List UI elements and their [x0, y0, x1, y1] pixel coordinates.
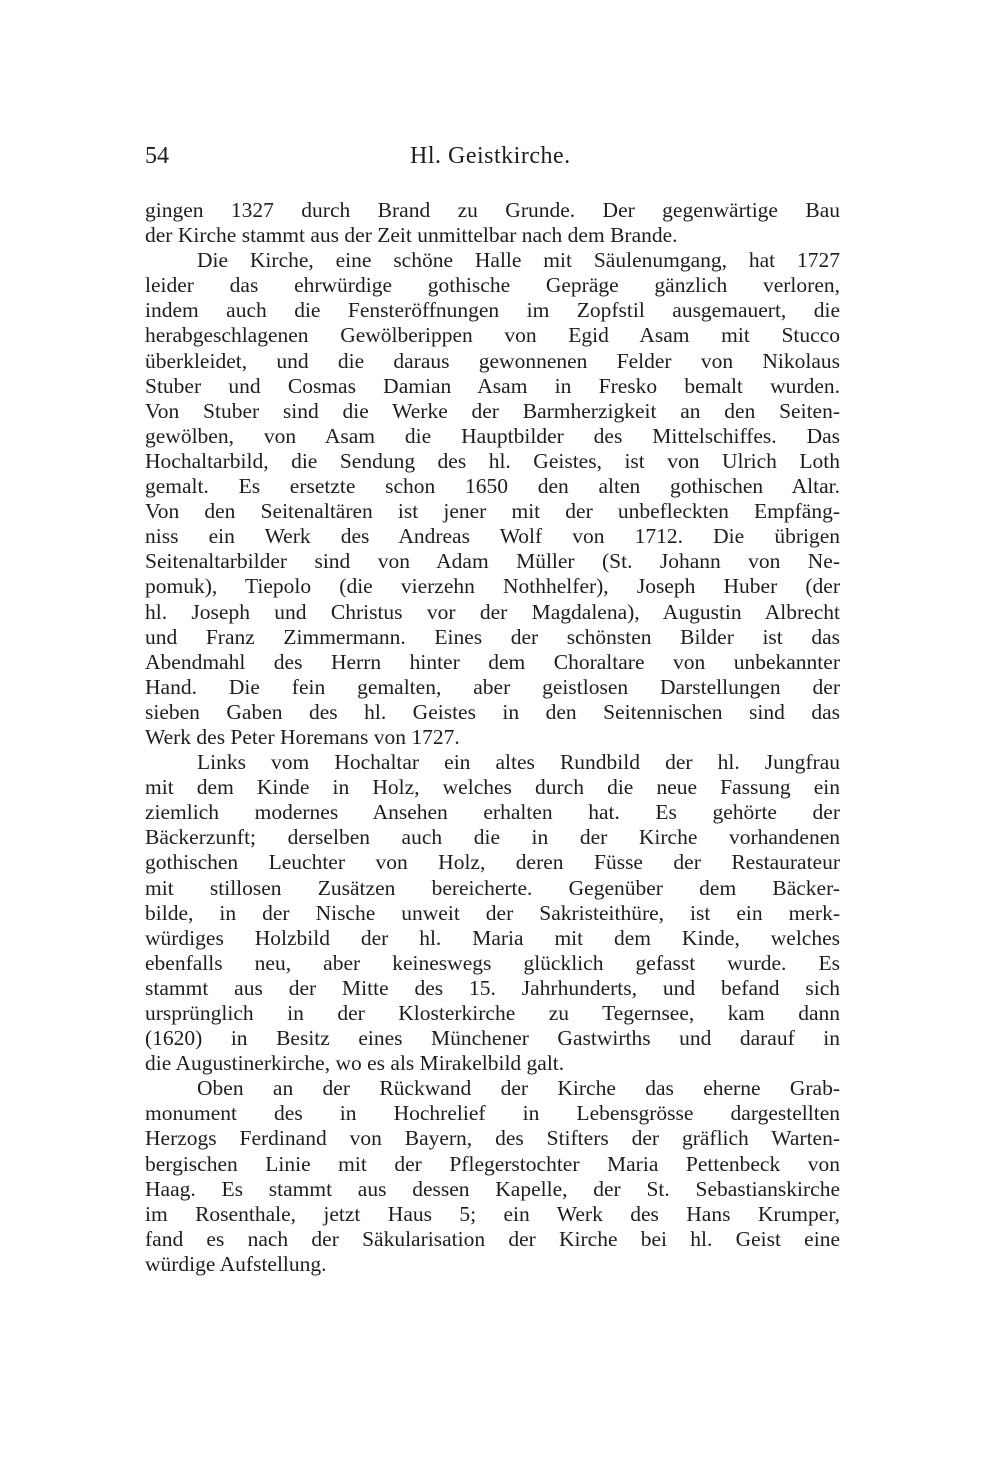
text-line: Hochaltarbild, die Sendung des hl. Geistes, ist von Ulrich Loth [145, 448, 840, 473]
text-line: ebenfalls neu, aber keineswegs glücklich gefasst wurde. Es [145, 950, 840, 975]
text-line: herabgeschlagenen Gewölberippen von Egid Asam mit Stucco [145, 323, 840, 348]
text-line: und Franz Zimmermann. Eines der schönsten Bilder ist das [145, 624, 840, 649]
text-line: ursprünglich in der Klosterkirche zu Tegernsee, kam dann [145, 1001, 840, 1025]
text-line: monument des in Hochrelief in Lebensgrösse dargestellten [145, 1101, 840, 1126]
text-line: Die Kirche, eine schöne Halle mit Säulenumgang, hat 1727 [197, 248, 840, 273]
page-number: 54 [145, 143, 169, 169]
text-line: Seitenaltarbilder sind von Adam Müller (St. Johann von Ne- [145, 549, 840, 574]
text-line: fand es nach der Säkularisation der Kirche bei hl. Geist eine [145, 1226, 840, 1251]
running-head [145, 140, 840, 172]
text-line: würdiges Holzbild der hl. Maria mit dem Kinde, welches [145, 925, 840, 950]
text-line: überkleidet, und die daraus gewonnenen Felder von Nikolaus [145, 348, 840, 373]
text-line: Bäckerzunft; derselben auch die in der Kirche vorhandenen [145, 825, 840, 850]
text-line: im Rosenthale, jetzt Haus 5; ein Werk des Hans Krumper, [145, 1201, 840, 1226]
text-line: würdige Aufstellung. [145, 1251, 327, 1276]
text-line: leider das ehrwürdige gothische Gepräge gänzlich verloren, [145, 273, 840, 298]
text-line: pomuk), Tiepolo (die vierzehn Nothhelfer), Joseph Huber (der [145, 574, 840, 599]
text-line: bergischen Linie mit der Pflegerstochter Maria Pettenbeck von [145, 1151, 840, 1176]
text-line: niss ein Werk des Andreas Wolf von 1712. Die übrigen [145, 524, 840, 549]
text-line: Haag. Es stammt aus dessen Kapelle, der St. Sebastianskirche [145, 1176, 840, 1201]
text-line: die Augustinerkirche, wo es als Mirakelbild galt. [145, 1051, 565, 1076]
text-line: Werk des Peter Horemans von 1727. [145, 724, 460, 749]
body-text [145, 198, 840, 1277]
text-line: gewölben, von Asam die Hauptbilder des Mittelschiffes. Das [145, 423, 840, 448]
text-line: gingen 1327 durch Brand zu Grunde. Der gegenwärtige Bau [145, 198, 840, 222]
text-line: Von den Seitenaltären ist jener mit der unbefleckten Empfäng- [145, 499, 840, 524]
text-line: der Kirche stammt aus der Zeit unmittelbar nach dem Brande. [145, 223, 678, 248]
text-line: Hand. Die fein gemalten, aber geistlosen Darstellungen der [145, 674, 840, 699]
running-title: Hl. Geistkirche. [410, 143, 571, 169]
text-line: Links vom Hochaltar ein altes Rundbild der hl. Jungfrau [197, 750, 840, 775]
text-line: gemalt. Es ersetzte schon 1650 den alten gothischen Altar. [145, 474, 840, 499]
text-line: stammt aus der Mitte des 15. Jahrhunderts, und befand sich [145, 975, 840, 1000]
text-line: mit stillosen Zusätzen bereicherte. Gegenüber dem Bäcker- [145, 875, 840, 900]
text-line: Herzogs Ferdinand von Bayern, des Stifters der gräflich Warten- [145, 1126, 840, 1151]
text-line: gothischen Leuchter von Holz, deren Füsse der Restaurateur [145, 850, 840, 875]
text-line: (1620) in Besitz eines Münchener Gastwirths und darauf in [145, 1026, 840, 1051]
text-line: Von Stuber sind die Werke der Barmherzigkeit an den Seiten- [145, 398, 840, 423]
text-line: bilde, in der Nische unweit der Sakristeithüre, ist ein merk- [145, 900, 840, 925]
text-line: Abendmahl des Herrn hinter dem Choraltare von unbekannter [145, 649, 840, 674]
text-line: ziemlich modernes Ansehen erhalten hat. Es gehörte der [145, 800, 840, 825]
text-line: Oben an der Rückwand der Kirche das eherne Grab- [197, 1076, 840, 1101]
text-line: hl. Joseph und Christus vor der Magdalena), Augustin Albrecht [145, 599, 840, 624]
text-line: mit dem Kinde in Holz, welches durch die neue Fassung ein [145, 775, 840, 800]
text-line: indem auch die Fensteröffnungen im Zopfstil ausgemauert, die [145, 298, 840, 323]
text-line: Stuber und Cosmas Damian Asam in Fresko bemalt wurden. [145, 373, 840, 398]
text-line: sieben Gaben des hl. Geistes in den Seitennischen sind das [145, 699, 840, 724]
